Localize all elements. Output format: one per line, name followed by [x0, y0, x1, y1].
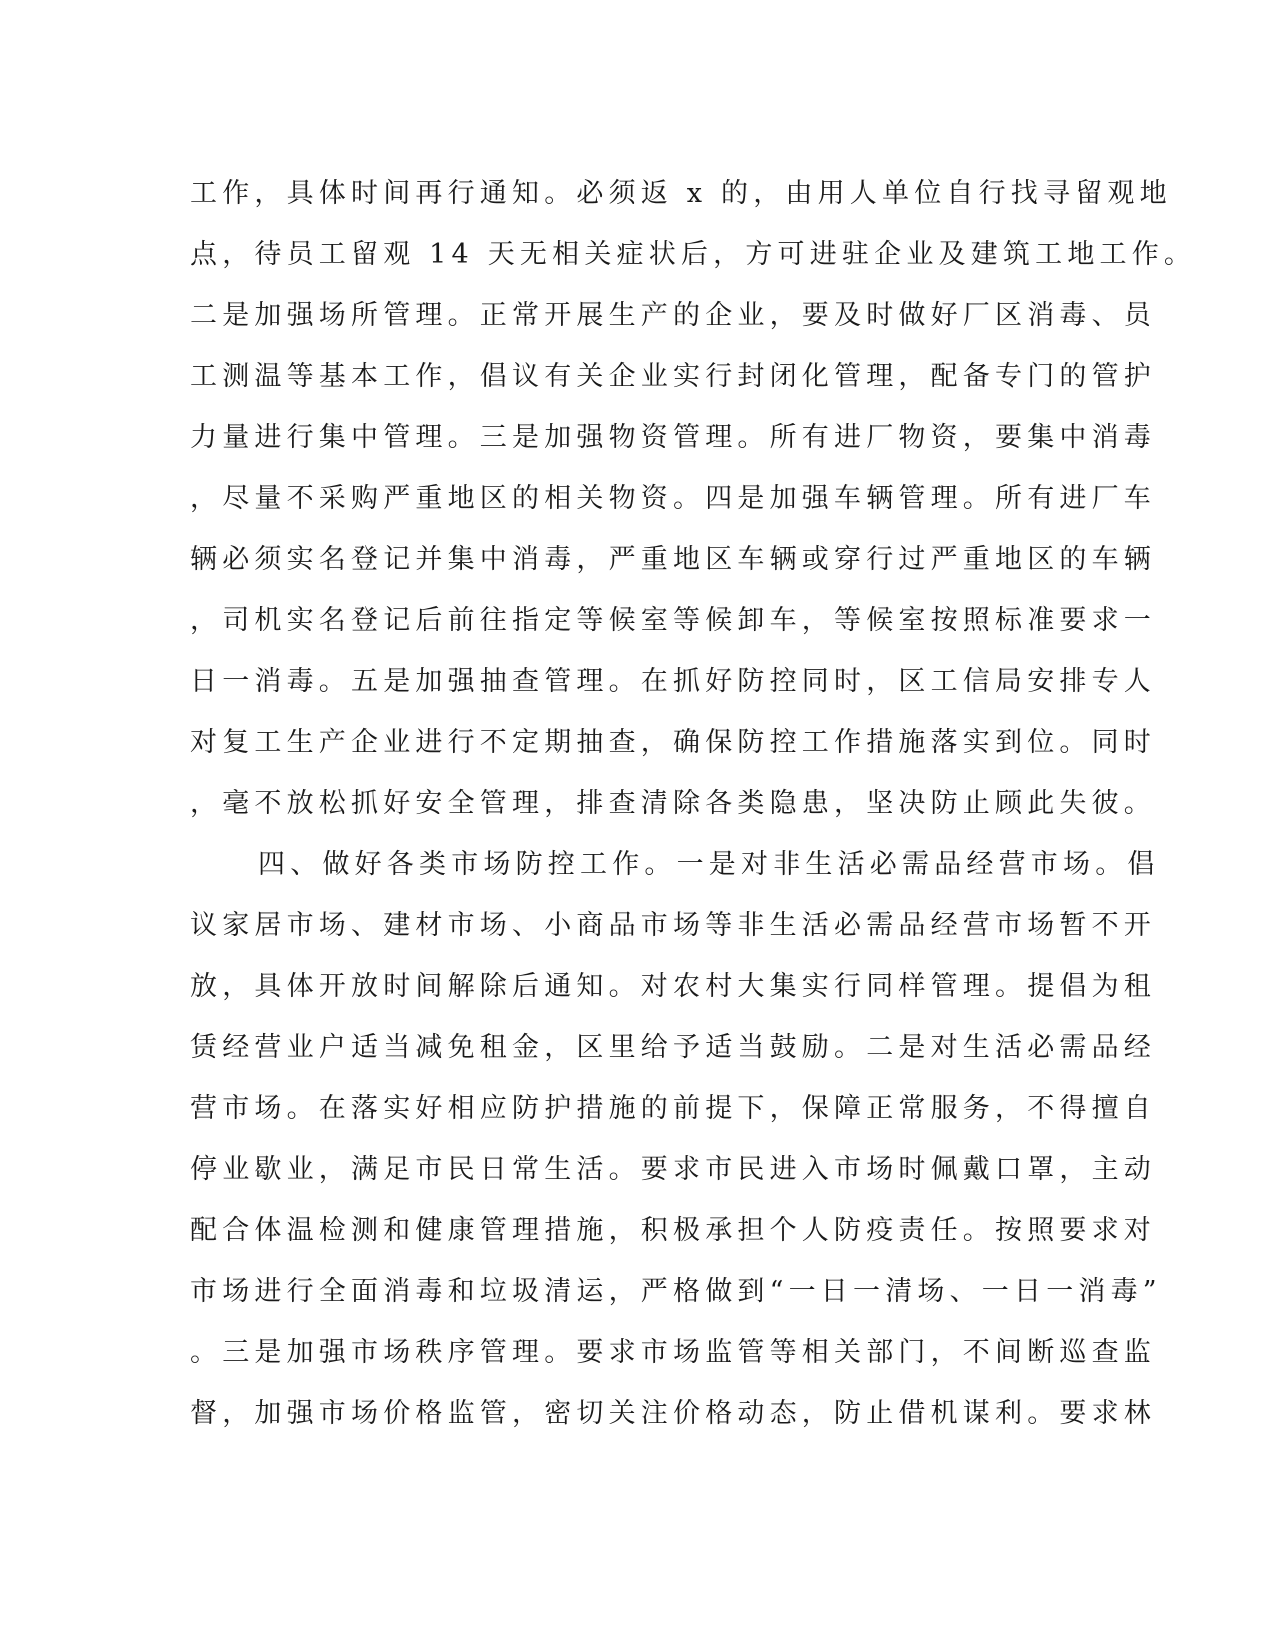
text-line: 工作，具体时间再行通知。必须返 x 的，由用人单位自行找寻留观地: [190, 178, 1172, 209]
text-line: 对复工生产企业进行不定期抽查，确保防控工作措施落实到位。同时: [190, 727, 1156, 758]
paragraph-first-line: 四、做好各类市场防控工作。一是对非生活必需品经营市场。倡: [258, 849, 1160, 880]
text-line: 配合体温检测和健康管理措施，积极承担个人防疫责任。按照要求对: [190, 1215, 1156, 1246]
text-line: 日一消毒。五是加强抽查管理。在抓好防控同时，区工信局安排专人: [190, 666, 1156, 697]
text-line: 赁经营业户适当减免租金，区里给予适当鼓励。二是对生活必需品经: [190, 1032, 1156, 1063]
text-line: 工测温等基本工作，倡议有关企业实行封闭化管理，配备专门的管护: [190, 361, 1156, 392]
text-line: ，司机实名登记后前往指定等候室等候卸车，等候室按照标准要求一: [190, 605, 1156, 636]
text-line: 督，加强市场价格监管，密切关注价格动态，防止借机谋利。要求林: [190, 1398, 1156, 1429]
text-line: 议家居市场、建材市场、小商品市场等非生活必需品经营市场暂不开: [190, 910, 1156, 941]
text-line: 点，待员工留观 14 天无相关症状后，方可进驻企业及建筑工地工作。: [190, 239, 1197, 270]
text-line: 二是加强场所管理。正常开展生产的企业，要及时做好厂区消毒、员: [190, 300, 1156, 331]
text-line: 停业歇业，满足市民日常生活。要求市民进入市场时佩戴口罩，主动: [190, 1154, 1156, 1185]
body-text: [190, 163, 1197, 1444]
text-line: 力量进行集中管理。三是加强物资管理。所有进厂物资，要集中消毒: [190, 422, 1156, 453]
text-line: 放，具体开放时间解除后通知。对农村大集实行同样管理。提倡为租: [190, 971, 1156, 1002]
text-line: 市场进行全面消毒和垃圾清运，严格做到“一日一清场、一日一消毒”: [190, 1276, 1162, 1307]
text-line: ，尽量不采购严重地区的相关物资。四是加强车辆管理。所有进厂车: [190, 483, 1156, 514]
text-line: ，毫不放松抓好安全管理，排查清除各类隐患，坚决防止顾此失彼。: [190, 788, 1156, 819]
text-line: 。三是加强市场秩序管理。要求市场监管等相关部门，不间断巡查监: [190, 1337, 1156, 1368]
text-line: 辆必须实名登记并集中消毒，严重地区车辆或穿行过严重地区的车辆: [190, 544, 1156, 575]
text-line: 营市场。在落实好相应防护措施的前提下，保障正常服务，不得擅自: [190, 1093, 1156, 1124]
